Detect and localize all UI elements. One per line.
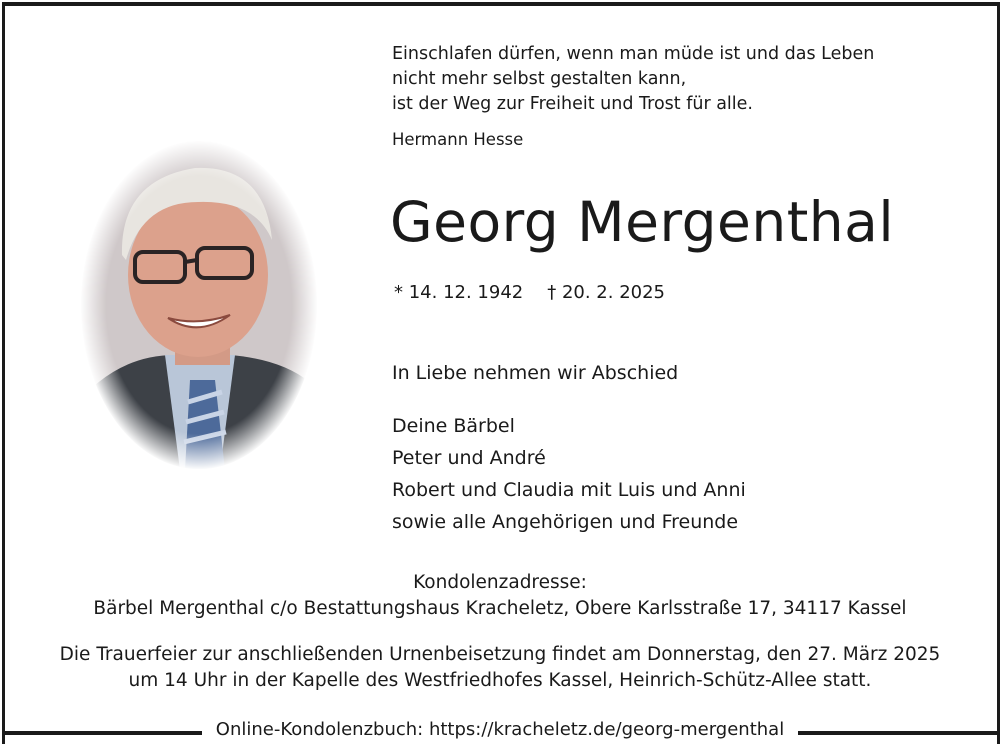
ceremony-line: Die Trauerfeier zur anschließenden Urnenbeisetzung findet am Donnerstag, den 27. März 2025	[59, 644, 941, 665]
life-dates	[394, 282, 665, 303]
mourners-list	[392, 410, 746, 538]
mourner: Peter und André	[392, 447, 546, 469]
death-date: † 20. 2. 2025	[547, 282, 666, 303]
birth-date: * 14. 12. 1942	[394, 282, 524, 303]
ceremony-info	[0, 642, 1000, 694]
online-condolence-link[interactable]: Online-Kondolenzbuch: https://kracheletz.de/georg-mergenthal	[215, 719, 785, 740]
mourner: sowie alle Angehörigen und Freunde	[392, 511, 739, 533]
farewell-line: In Liebe nehmen wir Abschied	[392, 362, 679, 384]
quote-line: nicht mehr selbst gestalten kann,	[392, 69, 687, 89]
condolence-address: Bärbel Mergenthal c/o Bestattungshaus Kracheletz, Obere Karlsstraße 17, 34117 Kassel	[93, 598, 907, 619]
ceremony-line: um 14 Uhr in der Kapelle des Westfriedhofes Kassel, Heinrich-Schütz-Allee statt.	[128, 670, 872, 691]
mourner: Robert und Claudia mit Luis und Anni	[392, 479, 746, 501]
quote-line: ist der Weg zur Freiheit und Trost für alle.	[392, 94, 753, 114]
deceased-name: Georg Mergenthal	[390, 190, 895, 254]
condolence-heading: Kondolenzadresse:	[413, 572, 587, 593]
quote	[392, 42, 874, 117]
portrait-photo	[80, 140, 318, 470]
quote-author: Hermann Hesse	[392, 130, 524, 149]
mourner: Deine Bärbel	[392, 415, 515, 437]
quote-line: Einschlafen dürfen, wenn man müde ist und das Leben	[392, 44, 875, 64]
